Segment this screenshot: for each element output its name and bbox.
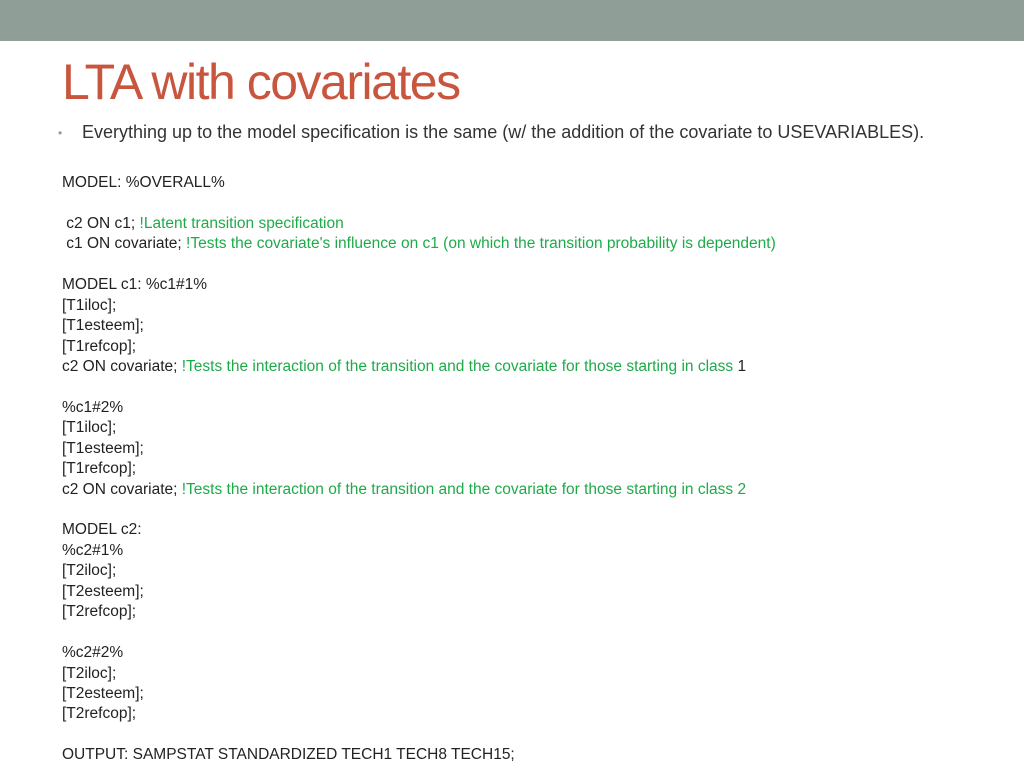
code-comment: !Tests the interaction of the transition and the covariate for those starting in class — [181, 357, 734, 375]
code-line — [62, 704, 1002, 724]
code-text: MODEL: %OVERALL% — [62, 174, 225, 191]
code-line — [62, 255, 1002, 275]
code-text: c2 ON covariate; — [62, 480, 182, 498]
code-line — [62, 193, 1002, 213]
code-line — [62, 173, 1002, 193]
code-line — [62, 582, 1002, 602]
code-line — [62, 275, 1002, 295]
code-text: [T2esteem]; — [62, 582, 144, 600]
code-text: %c1#2% — [62, 398, 124, 416]
code-text: [T1esteem]; — [62, 439, 144, 457]
code-line — [62, 745, 1002, 765]
code-suffix: 1 — [733, 357, 747, 375]
code-line — [62, 296, 1002, 316]
code-line — [62, 643, 1002, 663]
code-text: [T2iloc]; — [62, 664, 117, 682]
code-text: c2 ON covariate; — [62, 357, 182, 375]
code-line — [62, 684, 1002, 704]
code-line — [62, 480, 1002, 500]
code-text: [T1iloc]; — [62, 296, 117, 314]
code-line — [62, 725, 1002, 745]
bullet-text: Everything up to the model specification is the same (w/ the addition of the covariate to USEVARIABLES). — [82, 122, 925, 142]
code-comment: !Latent transition specification — [139, 214, 344, 232]
code-line — [62, 561, 1002, 581]
code-text: OUTPUT: SAMPSTAT STANDARDIZED TECH1 TECH8 TECH15; — [62, 746, 515, 764]
code-line — [62, 500, 1002, 520]
code-comment: !Tests the covariate's influence on c1 (on which the transition probability is dependent) — [186, 235, 776, 253]
code-text: c2 ON c1; — [62, 214, 140, 232]
code-line — [62, 377, 1002, 397]
code-line — [62, 337, 1002, 357]
slide-title: LTA with covariates — [62, 54, 460, 110]
bullet-item — [58, 122, 958, 142]
code-line — [62, 541, 1002, 561]
code-line — [62, 602, 1002, 622]
code-text: [T1iloc]; — [62, 419, 117, 437]
code-comment: !Tests the interaction of the transition and the covariate for those starting in class 2 — [181, 480, 747, 498]
code-line — [62, 357, 1002, 377]
code-text: %c2#1% — [62, 541, 124, 559]
code-line — [62, 418, 1002, 438]
code-line — [62, 623, 1002, 643]
code-text: [T2esteem]; — [62, 684, 144, 702]
code-text: c1 ON covariate; — [62, 235, 187, 253]
code-line — [62, 316, 1002, 336]
code-line — [62, 439, 1002, 459]
code-text: [T2iloc]; — [62, 562, 117, 580]
code-text: [T1esteem]; — [62, 317, 144, 335]
bullet-dot-icon: • — [58, 126, 63, 140]
code-text: [T1refcop]; — [62, 337, 137, 355]
top-accent-bar — [0, 0, 1024, 41]
code-line — [62, 459, 1002, 479]
code-line — [62, 234, 1002, 254]
code-text: [T2refcop]; — [62, 603, 137, 621]
code-line — [62, 664, 1002, 684]
code-line — [62, 520, 1002, 540]
code-line — [62, 398, 1002, 418]
code-text: MODEL c1: %c1#1% — [62, 276, 208, 294]
code-text: %c2#2% — [62, 644, 124, 662]
code-text: [T1refcop]; — [62, 460, 137, 478]
code-line — [62, 214, 1002, 234]
code-text: MODEL c2: — [62, 521, 142, 539]
code-text: [T2refcop]; — [62, 705, 137, 723]
mplus-code-block — [62, 173, 1002, 766]
